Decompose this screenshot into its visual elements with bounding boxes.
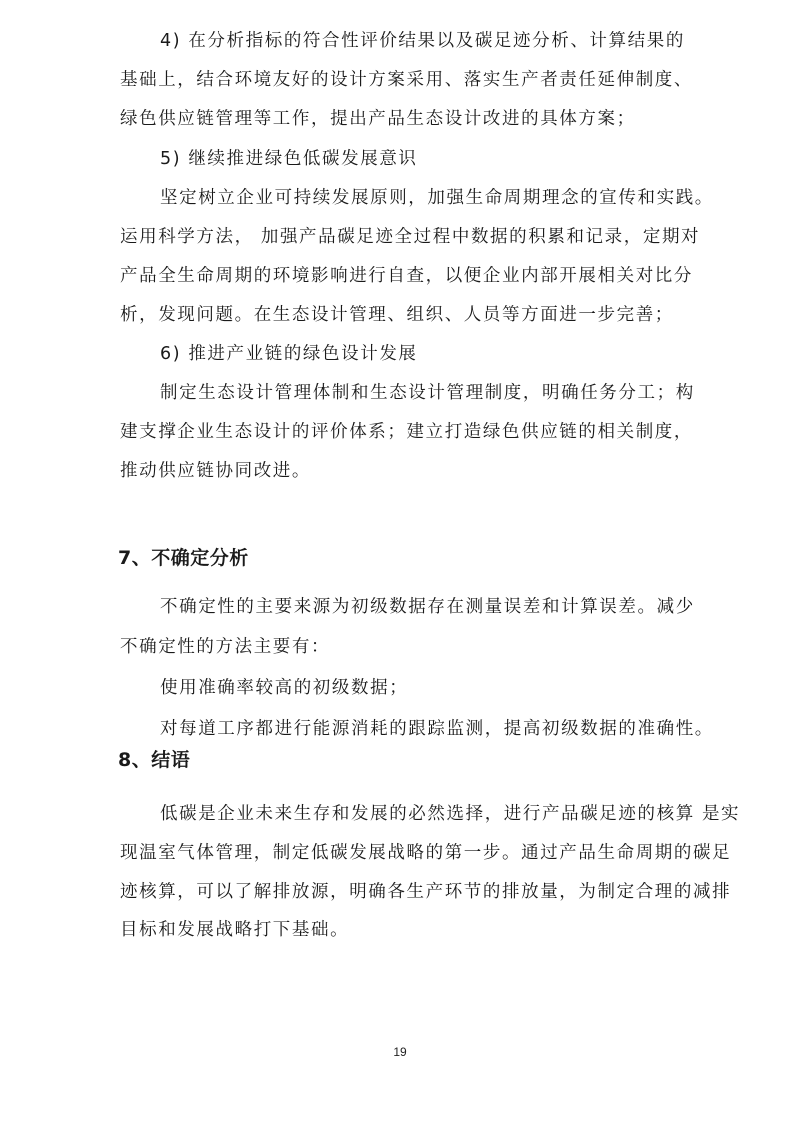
- item-4-line-2: 基础上，结合环境友好的设计方案采用、落实生产者责任延伸制度、: [120, 70, 693, 90]
- item-5-line-1: 坚定树立企业可持续发展原则，加强生命周期理念的宣传和实践。: [160, 188, 714, 208]
- item-4-line-3: 绿色供应链管理等工作，提出产品生态设计改进的具体方案；: [120, 109, 636, 129]
- section-8-heading: 8、结语: [118, 749, 191, 771]
- item-6-title: 6) 推进产业链的绿色设计发展: [160, 344, 418, 364]
- item-6-line-2: 建支撑企业生态设计的评价体系；建立打造绿色供应链的相关制度，: [120, 422, 693, 442]
- section-7-heading: 7、不确定分析: [118, 547, 249, 569]
- item-4-line-1: 4) 在分析指标的符合性评价结果以及碳足迹分析、计算结果的: [160, 31, 685, 51]
- item-5-line-2: 运用科学方法， 加强产品碳足迹全过程中数据的积累和记录，定期对: [120, 227, 701, 247]
- section-7-line-3: 使用准确率较高的初级数据；: [160, 678, 409, 698]
- item-5-line-3: 产品全生命周期的环境影响进行自查，以便企业内部开展相关对比分: [120, 266, 693, 286]
- item-5-line-4: 析，发现问题。在生态设计管理、组织、人员等方面进一步完善；: [120, 305, 674, 325]
- item-5-title: 5) 继续推进绿色低碳发展意识: [160, 149, 418, 169]
- section-8-line-1: 低碳是企业未来生存和发展的必然选择，进行产品碳足迹的核算 是实: [160, 804, 741, 824]
- item-6-line-3: 推动供应链协同改进。: [120, 461, 311, 481]
- item-6-line-1: 制定生态设计管理体制和生态设计管理制度，明确任务分工；构: [160, 383, 695, 403]
- section-8-line-2: 现温室气体管理，制定低碳发展战略的第一步。通过产品生命周期的碳足: [120, 843, 732, 863]
- section-7-line-4: 对每道工序都进行能源消耗的跟踪监测，提高初级数据的准确性。: [160, 719, 714, 739]
- page-number: 19: [393, 1045, 407, 1059]
- section-7-line-2: 不确定性的方法主要有：: [120, 637, 331, 657]
- section-7-line-1: 不确定性的主要来源为初级数据存在测量误差和计算误差。减少: [160, 597, 695, 617]
- section-8-line-4: 目标和发展战略打下基础。: [120, 920, 350, 940]
- section-8-line-3: 迹核算，可以了解排放源，明确各生产环节的排放量，为制定合理的减排: [120, 882, 732, 902]
